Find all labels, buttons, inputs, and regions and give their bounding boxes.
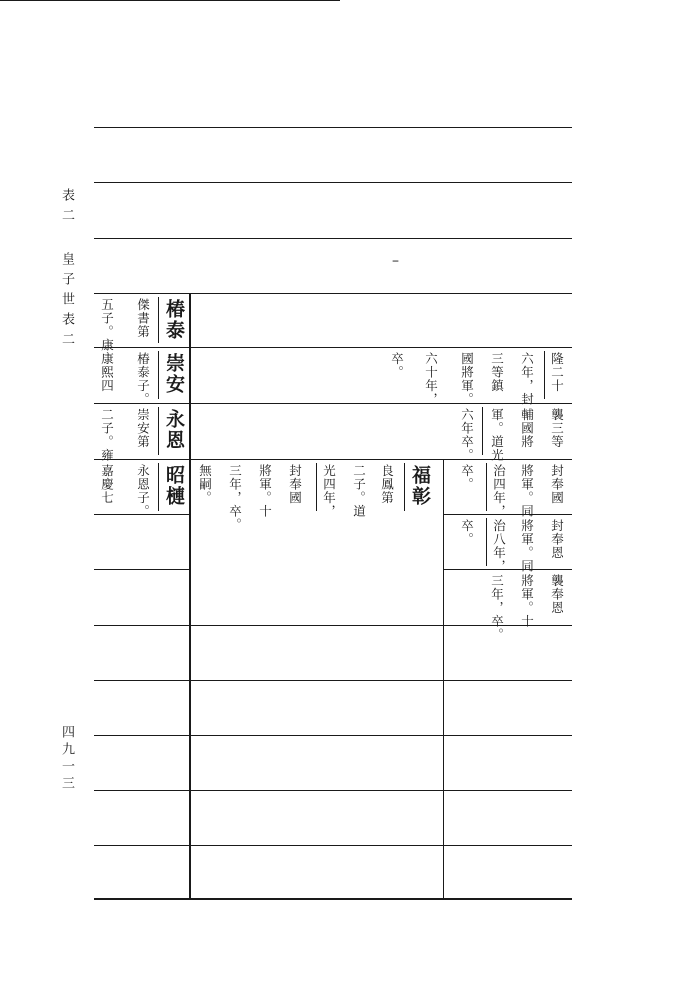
record-text: 軍。道光 [489,408,505,462]
lineage-text: 永恩子。 [135,464,151,518]
table-rule [94,790,572,791]
fu-lineage-text: 三年，卒。 [227,464,243,532]
table-title: 皇子世表二 [59,252,74,352]
page-top-edge [0,0,340,1]
row-xifengen [94,569,572,642]
lineage-text: 傑書第 [135,298,151,339]
record-text: 六年卒。 [459,408,475,462]
fu-lineage-text: 良鳳第 [379,464,395,505]
lineage-text: 崇安第 [135,408,151,449]
name-chuntai: 椿泰 [163,299,185,341]
record-divider [486,463,487,511]
record-text: 卒。 [459,464,475,491]
name-divider [158,407,159,455]
lineage-text: 康熙四 [99,352,115,393]
name-zhaolian: 昭槤 [163,465,185,507]
record-text: 卒。 [389,352,405,379]
lineage-text: 嘉慶七 [99,464,115,505]
record-divider [486,518,487,566]
fu-name-divider [404,463,405,511]
table-rule [94,182,572,183]
table-rule [94,845,572,846]
lineage-text: 五子。康 [99,298,115,352]
record-text: 治四年， [491,464,507,518]
name-yongen: 永恩 [163,409,185,451]
record-text: 封奉國 [549,464,565,505]
table-rule [94,735,572,736]
dash-mark: – [392,253,399,269]
name-divider [158,351,159,399]
record-divider [544,351,545,399]
fu-lineage-text: 將軍。十 [257,464,273,518]
record-text: 治八年， [491,519,507,573]
table-rule [94,127,572,128]
record-divider [482,407,483,455]
record-text: 輔國將 [519,408,535,449]
table-bottom-rule [94,898,572,900]
record-text: 襲奉恩 [549,574,565,615]
record-text: 三年，卒。 [489,574,505,642]
row-chuntai [94,293,190,352]
table-number: 表二 [59,188,74,228]
record-text: 六十年， [423,352,439,406]
table-rule [94,238,572,239]
row-zhaolian [94,459,572,532]
lineage-text: 椿泰子。 [135,352,151,406]
name-fuzhang: 福彰 [409,465,431,507]
name-divider [158,463,159,511]
record-text: 三等鎮 [489,352,505,393]
name-divider [158,297,159,343]
page-number: 四九一三 [59,725,74,793]
record-text: 將軍。十 [519,574,535,628]
fu-lineage-text: 二子。道 [351,464,367,518]
record-text: 卒。 [459,519,475,546]
fu-divider [316,463,317,511]
row-chongan [94,347,572,406]
record-text: 將軍。同 [519,464,535,518]
fu-lineage-text: 封奉國 [287,464,303,505]
table-rule [94,680,572,681]
record-text: 封奉恩 [549,519,565,560]
record-text: 襲三等 [549,408,565,449]
row-yongen [94,403,572,462]
record-text: 隆二十 [549,352,565,393]
name-chongan: 崇安 [163,353,185,395]
record-text: 將軍。同 [519,519,535,573]
fu-lineage-text: 無嗣。 [197,464,213,505]
lineage-text: 二子。雍 [99,408,115,462]
record-text: 國將軍。 [459,352,475,406]
row-fengfengen [94,514,572,573]
fu-lineage-text: 光四年， [321,464,337,518]
record-text: 六年，封 [519,352,535,406]
